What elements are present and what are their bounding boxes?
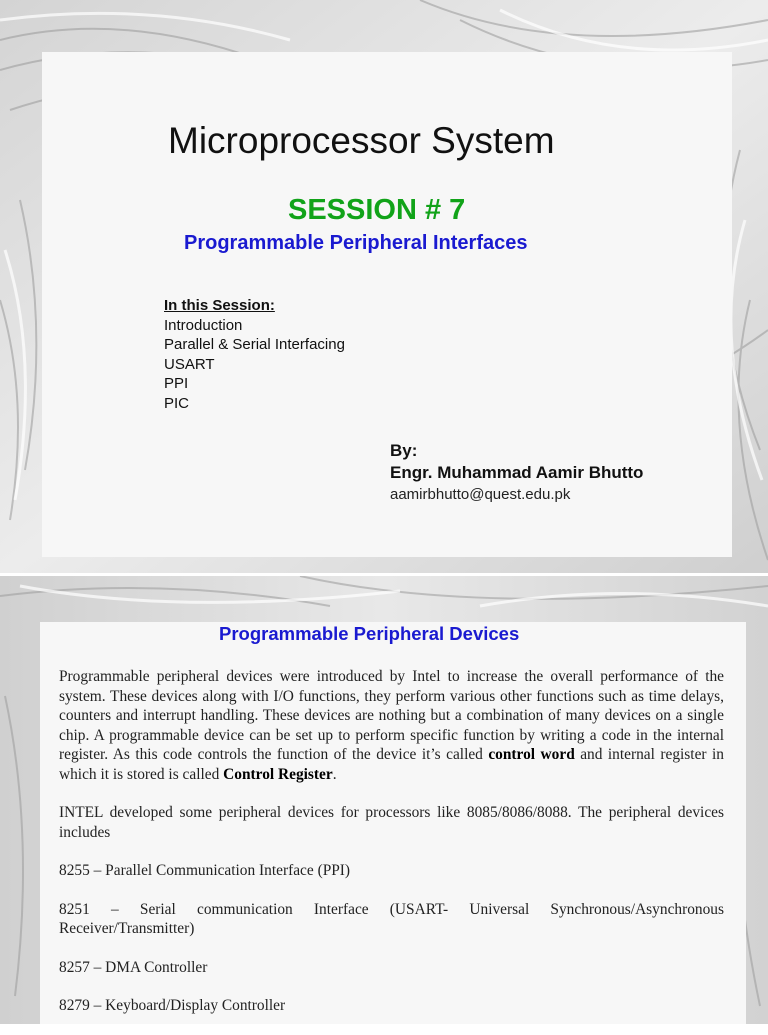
session-number: SESSION # 7 xyxy=(288,194,466,226)
slide-body-text xyxy=(59,667,724,1035)
author-name: Engr. Muhammad Aamir Bhutto xyxy=(390,463,644,482)
intro-paragraph xyxy=(59,667,724,784)
agenda-item: PIC xyxy=(164,394,190,412)
slide-title: Programmable Peripheral Devices xyxy=(219,623,520,644)
device-item: 8251 – Serial communication Interface (USART- Universal Synchronous/Asynchronous Receiver/Transmitter) xyxy=(59,900,724,937)
devices-intro-paragraph: INTEL developed some peripheral devices for processors like 8085/8086/8088. The peripheral devices includes xyxy=(59,804,724,841)
author-by-label: By: xyxy=(390,441,418,460)
device-item: 8279 – Keyboard/Display Controller xyxy=(59,997,286,1014)
course-title: Microprocessor System xyxy=(168,120,555,161)
paragraph-text: and internal register in which it is stored is called xyxy=(59,746,724,783)
author-email: aamirbhutto@quest.edu.pk xyxy=(390,486,571,503)
agenda-item: PPI xyxy=(164,375,189,392)
agenda-item: Parallel & Serial Interfacing xyxy=(164,336,345,353)
paragraph-text: . xyxy=(332,765,337,783)
agenda-heading: In this Session: xyxy=(164,297,275,314)
control-word-term: control word xyxy=(488,746,575,763)
paragraph-text: Programmable peripheral devices were introduced by Intel to increase the overall performance of the system. These devices along with I/O functions, they perform various other functions such as time delays, counters and interrupt handling. These devices are nothing but a combination of many devices on a single chip. A programmable device can be set up to perform specific function by writing a code in the internal register. As this code controls the function of the device it’s called xyxy=(59,668,724,763)
session-subtitle: Programmable Peripheral Interfaces xyxy=(184,232,528,254)
control-register-term: Control Register xyxy=(223,765,333,783)
author-block xyxy=(390,440,643,506)
session-agenda xyxy=(164,296,345,413)
device-item: 8255 – Parallel Communication Interface (PPI) xyxy=(59,862,351,879)
agenda-item: Introduction xyxy=(164,316,243,334)
agenda-item: USART xyxy=(164,355,215,373)
device-item: 8257 – DMA Controller xyxy=(59,958,208,976)
